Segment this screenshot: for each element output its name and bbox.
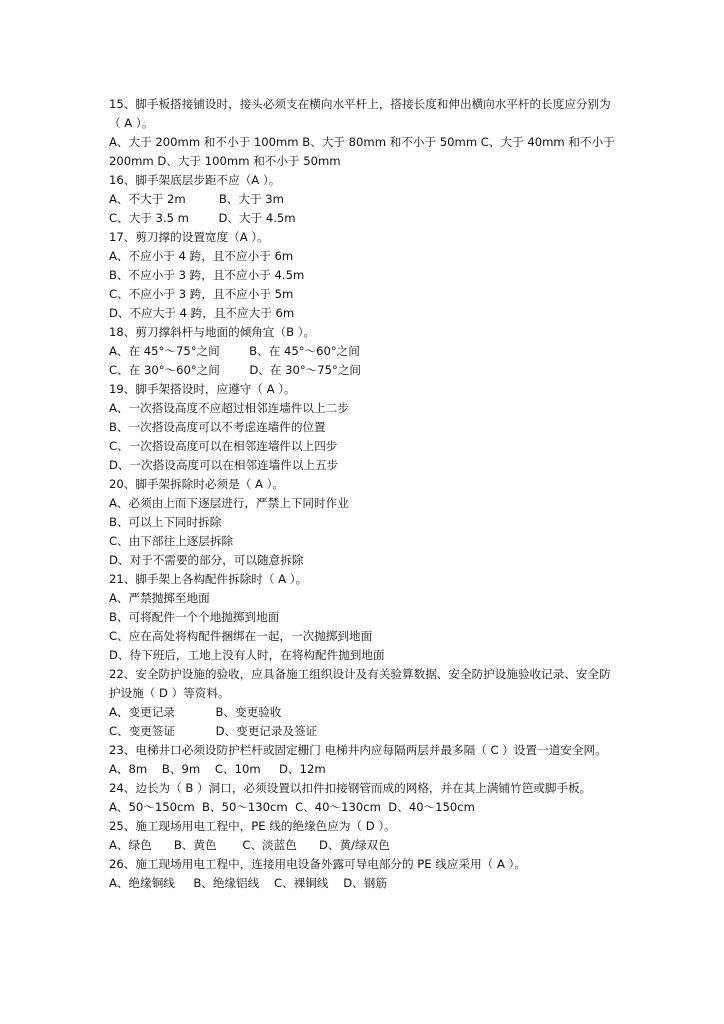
question-16-option-line: C、大于 3.5 m D、大于 4.5m (109, 211, 296, 225)
question-22-option-line: C、变更签证 D、变更记录及签证 (109, 724, 318, 738)
question-24-options: A、50～150cm B、50～130cm C、40～130cm D、40～150cm (109, 800, 475, 814)
question-22-stem: 22、安全防护设施的验收，应具备施工组织设计及有关验算数据、安全防护设施验收记录、安全防护设施（ D ）等资料。 (109, 667, 611, 700)
question-17-option-b: B、不应小于 3 跨，且不应小于 4.5m (109, 268, 305, 282)
question-25-stem: 25、施工现场用电工程中，PE 线的绝缘色应为（ D ）。 (109, 819, 396, 833)
question-22-option-line: A、变更记录 B、变更验收 (109, 705, 282, 719)
question-17-stem: 17、剪刀撑的设置宽度（A ）。 (109, 230, 269, 244)
question-20-option-b: B、可以上下同时拆除 (109, 515, 222, 529)
question-17-option-a: A、不应小于 4 跨，且不应小于 6m (109, 249, 294, 263)
document-page (109, 95, 621, 893)
question-15-stem: 15、脚手板搭接铺设时，接头必须支在横向水平杆上，搭接长度和伸出横向水平杆的长度应分别为（ A ）。 (109, 97, 611, 130)
question-17-option-c: C、不应小于 3 跨，且不应小于 5m (109, 287, 294, 301)
question-21-stem: 21、脚手架上各构配件拆除时（ A ）。 (109, 572, 308, 586)
question-19-stem: 19、脚手架搭设时，应遵守（ A ）。 (109, 382, 296, 396)
question-19-option-c: C、一次搭设高度可以在相邻连墙件以上四步 (109, 439, 338, 453)
question-25-options: A、绿色 B、黄色 C、淡蓝色 D、黄/绿双色 (109, 838, 390, 852)
question-18-stem: 18、剪刀撑斜杆与地面的倾角宜（B ）。 (109, 325, 316, 339)
question-17-option-d: D、不应大于 4 跨，且不应大于 6m (109, 306, 295, 320)
question-19-option-d: D、一次搭设高度可以在相邻连墙件以上五步 (109, 458, 339, 472)
question-18-option-line: A、在 45°～75°之间 B、在 45°～60°之间 (109, 344, 360, 358)
question-23-stem: 23、电梯井口必须设防护栏杆或固定栅门 电梯井内应每隔两层并最多隔（ C ）设置一道安全网。 (109, 743, 607, 757)
question-19-option-b: B、一次搭设高度可以不考虑连墙件的位置 (109, 420, 326, 434)
question-26-options: A、绝缘铜线 B、绝缘铝线 C、裸铜线 D、钢筋 (109, 876, 387, 890)
question-26-stem: 26、施工现场用电工程中，连接用电设备外露可导电部分的 PE 线应采用（ A ）。 (109, 857, 526, 871)
question-20-option-d: D、对于不需要的部分，可以随意拆除 (109, 553, 304, 567)
question-16-stem: 16、脚手架底层步距不应（A ）。 (109, 173, 281, 187)
question-19-option-a: A、一次搭设高度不应超过相邻连墙件以上二步 (109, 401, 349, 415)
question-24-stem: 24、边长为（ B ）洞口，必须设置以扣件扣接钢管而成的网格，并在其上满铺竹笆或脚手板。 (109, 781, 592, 795)
question-20-option-c: C、由下部往上逐层拆除 (109, 534, 234, 548)
question-21-option-c: C、应在高处将构配件捆绑在一起，一次抛掷到地面 (109, 629, 373, 643)
question-20-option-a: A、必须由上而下逐层进行，严禁上下同时作业 (109, 496, 349, 510)
question-23-options: A、8m B、9m C、10m D、12m (109, 762, 326, 776)
question-20-stem: 20、脚手架拆除时必须是（ A ）。 (109, 477, 284, 491)
question-21-option-b: B、可将配件一个个地抛掷到地面 (109, 610, 280, 624)
question-21-option-d: D、待下班后，工地上没有人时，在将构配件抛到地面 (109, 648, 385, 662)
question-18-option-line: C、在 30°～60°之间 D、在 30°～75°之间 (109, 363, 362, 377)
question-21-option-a: A、严禁抛掷至地面 (109, 591, 210, 605)
question-16-option-line: A、不大于 2m B、大于 3m (109, 192, 284, 206)
question-15-options: A、大于 200mm 和不小于 100mm B、大于 80mm 和不小于 50mm C、大于 40mm 和不小于 200mm D、大于 100mm 和不小于 50mm (109, 135, 615, 168)
